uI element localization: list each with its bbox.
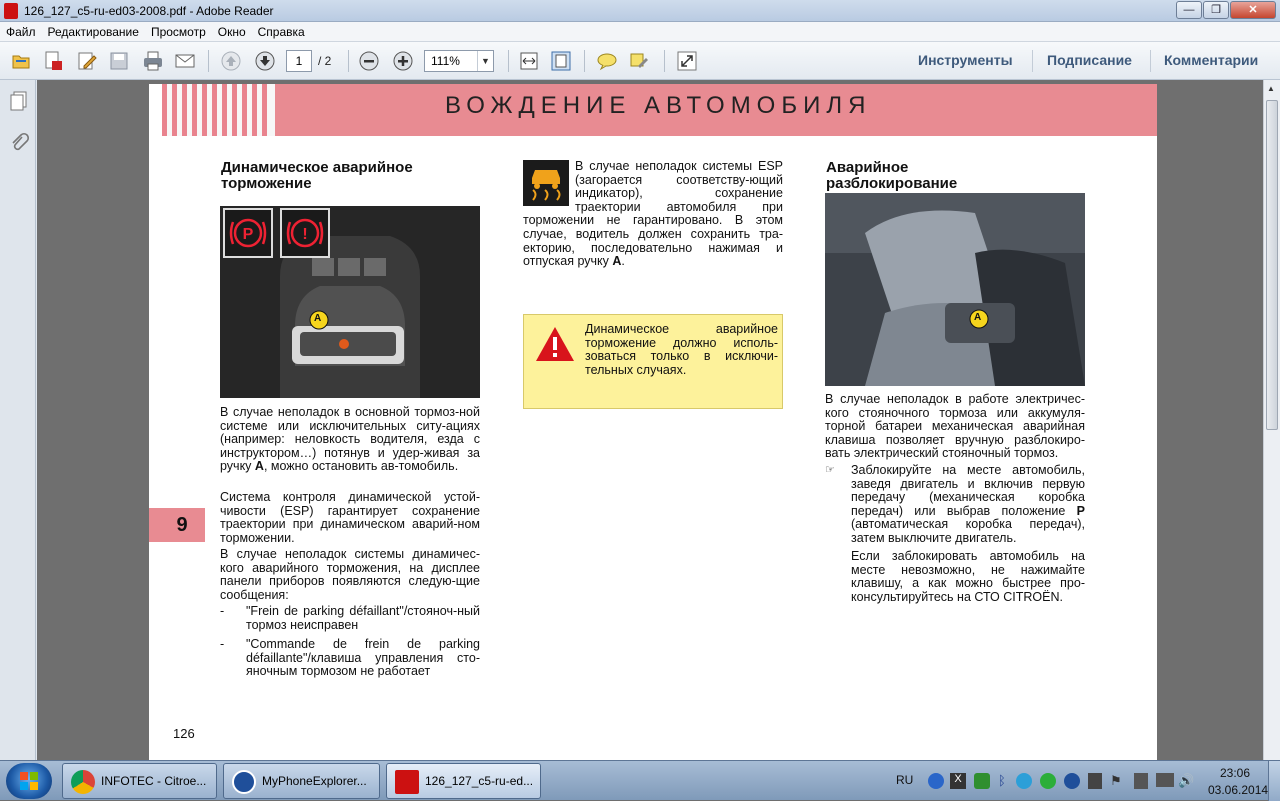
list-text: "Commande de frein de parking défaillante"/клавиша управления сто-яночным тормозом не работает xyxy=(246,637,480,679)
page-header xyxy=(162,84,1157,136)
toolbar xyxy=(0,42,1280,80)
warning-box xyxy=(523,314,783,409)
car-interior-photo xyxy=(825,193,1085,386)
toolbar-separator xyxy=(348,50,349,72)
header-band xyxy=(275,84,1157,136)
chrome-icon xyxy=(71,770,95,794)
page-number-input[interactable]: 1 xyxy=(286,50,312,72)
language-indicator[interactable]: RU xyxy=(896,773,914,787)
text-bold: P xyxy=(1076,503,1085,518)
parking-brake-warning-icon xyxy=(225,210,271,256)
label-a: A xyxy=(314,313,322,324)
restore-button[interactable]: ❐ xyxy=(1203,1,1229,19)
list-dash: - xyxy=(220,604,225,618)
window-title: 126_127_c5-ru-ed03-2008.pdf - Adobe Reader xyxy=(24,4,274,18)
text-bold: A xyxy=(612,254,622,269)
app-tray-icon[interactable]: X xyxy=(950,773,966,789)
paragraph xyxy=(523,160,783,269)
menu-window[interactable]: Окно xyxy=(217,25,246,39)
myphoneexplorer-icon xyxy=(232,770,256,794)
navigation-pane xyxy=(0,80,36,760)
display-icon[interactable] xyxy=(1156,773,1174,787)
bluetooth-icon[interactable]: ᛒ xyxy=(998,773,1006,788)
icq-icon[interactable] xyxy=(1040,773,1056,789)
windows-logo-icon xyxy=(19,771,39,791)
header-stripe xyxy=(192,84,197,136)
header-stripe xyxy=(202,84,207,136)
usb-icon[interactable] xyxy=(1134,773,1148,789)
menu-help[interactable]: Справка xyxy=(257,25,305,39)
minimize-button[interactable]: — xyxy=(1176,1,1202,19)
device-icon[interactable] xyxy=(1088,773,1102,789)
prev-page-icon[interactable] xyxy=(220,50,242,72)
fit-width-icon[interactable] xyxy=(518,50,540,72)
svg-text:P: P xyxy=(242,226,254,243)
heading-emergency-release xyxy=(826,160,1086,192)
zoom-select[interactable] xyxy=(424,50,494,72)
menu-bar xyxy=(0,22,1280,42)
header-stripe xyxy=(222,84,227,136)
page-thumbnails-icon[interactable] xyxy=(8,90,30,112)
parking-brake-indicator xyxy=(223,208,273,258)
flag-icon[interactable]: ⚑ xyxy=(1110,773,1122,788)
expand-icon[interactable] xyxy=(676,50,698,72)
bullet-item xyxy=(825,464,1085,546)
menu-view[interactable]: Просмотр xyxy=(150,25,206,39)
zoom-in-icon[interactable] xyxy=(392,50,414,72)
header-stripe xyxy=(182,84,187,136)
print-icon[interactable] xyxy=(142,50,164,72)
paragraph xyxy=(220,406,480,474)
icon-spacer xyxy=(523,160,575,206)
text: В случае неполадок в основной тормоз-ной системе или исключительных ситу-ациях (например: неловкость водителя, езда с инструктором…) потянув и удер-живая за ручку xyxy=(220,405,480,474)
heading-line: торможение xyxy=(221,175,312,192)
header-stripe xyxy=(212,84,217,136)
system-tray xyxy=(890,761,1280,801)
fit-page-icon[interactable] xyxy=(550,50,572,72)
attachments-icon[interactable] xyxy=(8,132,30,154)
heading-dynamic-braking xyxy=(221,160,481,192)
vertical-scrollbar[interactable] xyxy=(1263,80,1280,760)
header-stripe xyxy=(232,84,237,136)
header-stripe xyxy=(162,84,167,136)
heading-line: Динамическое аварийное xyxy=(221,159,413,176)
save-icon[interactable] xyxy=(108,50,130,72)
paragraph: В случае неполадок системы динамичес-кого аварийного торможения, на дисплее панели приборов появляются следую-щие сообщения: xyxy=(220,547,480,602)
list-item xyxy=(220,605,480,632)
pdf-app-icon xyxy=(4,3,18,19)
comments-tab[interactable]: Комментарии xyxy=(1164,52,1259,68)
section-title: ВОЖДЕНИЕ АВТОМОБИЛЯ xyxy=(445,92,872,119)
pointing-hand-icon: ☞ xyxy=(825,464,835,476)
toolbar-separator xyxy=(1150,50,1151,72)
scroll-up-icon[interactable]: ▲ xyxy=(1267,84,1275,93)
menu-file[interactable]: Файл xyxy=(6,25,36,39)
sign-tab[interactable]: Подписание xyxy=(1047,52,1132,68)
menu-edit[interactable]: Редактирование xyxy=(47,25,139,39)
heading-line: разблокирование xyxy=(826,175,958,192)
scroll-thumb[interactable] xyxy=(1266,100,1278,430)
text-bold: A xyxy=(254,459,264,474)
paragraph: В случае неполадок в работе электричес-кого стояночного тормоза или аккумуля-торной батареи механическая аварийная клавиша позволяет вручную разблокиро-вать электрический стояночный тормоз. xyxy=(825,392,1085,461)
brake-failure-indicator xyxy=(280,208,330,258)
email-icon[interactable] xyxy=(174,50,196,72)
start-button[interactable] xyxy=(6,763,52,799)
create-pdf-icon[interactable] xyxy=(42,50,64,72)
network-icon[interactable] xyxy=(928,773,944,789)
comment-icon[interactable] xyxy=(596,50,618,72)
tools-tab[interactable]: Инструменты xyxy=(918,52,1013,68)
pdf-page xyxy=(149,84,1157,760)
text: . xyxy=(621,254,625,269)
close-button[interactable]: ✕ xyxy=(1230,1,1276,19)
clock-time[interactable]: 23:06 xyxy=(1220,766,1251,780)
sync-icon[interactable] xyxy=(1064,773,1080,789)
brake-warning-icon xyxy=(282,210,328,256)
text: (автоматическая коробка передач), затем выключите двигатель. xyxy=(851,517,1085,545)
highlight-icon[interactable] xyxy=(628,50,650,72)
security-icon[interactable] xyxy=(974,773,990,789)
open-file-icon[interactable] xyxy=(10,50,32,72)
task-adobe-reader[interactable] xyxy=(386,763,541,799)
paragraph: Если заблокировать автомобиль на месте невозможно, не нажимайте клавишу, а как можно быстрее про-консультируйтесь на СТО CITROËN. xyxy=(851,549,1085,604)
toolbar-separator xyxy=(664,50,665,72)
toolbar-separator xyxy=(1032,50,1033,72)
toolbar-separator xyxy=(584,50,585,72)
list-text: "Frein de parking défaillant"/стояноч-ный тормоз неисправен xyxy=(246,604,480,632)
warning-text: Динамическое аварийное торможение должно исполь-зоваться только в исключи-тельных случаях. xyxy=(585,322,778,377)
pdf-icon xyxy=(395,770,419,794)
car-interior-illustration xyxy=(825,193,1085,386)
clock-date[interactable]: 03.06.2014 xyxy=(1208,783,1269,797)
warning-triangle-icon xyxy=(534,325,576,363)
task-myphoneexplorer[interactable] xyxy=(223,763,380,799)
chapter-number: 9 xyxy=(149,508,205,542)
toolbar-separator xyxy=(508,50,509,72)
task-label: INFOTEC - Citroe... xyxy=(101,774,207,788)
next-page-icon[interactable] xyxy=(254,50,276,72)
page-total: / 2 xyxy=(318,54,332,68)
show-desktop-button[interactable] xyxy=(1268,761,1280,801)
svg-text:!: ! xyxy=(302,226,308,243)
task-label: 126_127_c5-ru-ed... xyxy=(425,774,534,788)
document-area[interactable] xyxy=(37,80,1263,760)
list-dash: - xyxy=(220,637,225,651)
heading-line: Аварийное xyxy=(826,159,909,176)
taskbar xyxy=(0,760,1280,800)
header-stripe xyxy=(252,84,257,136)
title-bar xyxy=(0,0,1280,22)
text: В случае неполадок системы ESP (загорается соответству-ющий индикатор), сохранение траектории автомобиля при торможении не гарантировано. В этом случае, водитель должен сохранить тра-екторию, последовательно нажимая и отпуская ручку xyxy=(523,159,783,269)
header-stripe xyxy=(262,84,267,136)
toolbar-separator xyxy=(208,50,209,72)
task-label: MyPhoneExplorer... xyxy=(262,774,367,788)
text: Заблокируйте на месте автомобиль, заведя двигатель и включив первую передачу (механическая коробка передач) или выбрав положение xyxy=(851,463,1085,518)
chevron-down-icon: ▼ xyxy=(477,51,493,71)
header-stripe xyxy=(242,84,247,136)
task-chrome[interactable] xyxy=(62,763,217,799)
page-number: 126 xyxy=(173,726,195,741)
zoom-value: 111% xyxy=(431,54,460,68)
text: , можно остановить ав-томобиль. xyxy=(263,459,459,474)
paragraph: Система контроля динамической устой-чивости (ESP) гарантирует сохранение траектории при динамическом аварий-ном торможении. xyxy=(220,490,480,545)
list-item xyxy=(220,638,480,679)
parking-brake-photo xyxy=(220,206,480,398)
volume-icon[interactable]: 🔊 xyxy=(1178,773,1195,788)
edit-icon[interactable] xyxy=(76,50,98,72)
header-stripe xyxy=(172,84,177,136)
zoom-out-icon[interactable] xyxy=(358,50,380,72)
skype-icon[interactable] xyxy=(1016,773,1032,789)
label-a: A xyxy=(974,312,982,323)
